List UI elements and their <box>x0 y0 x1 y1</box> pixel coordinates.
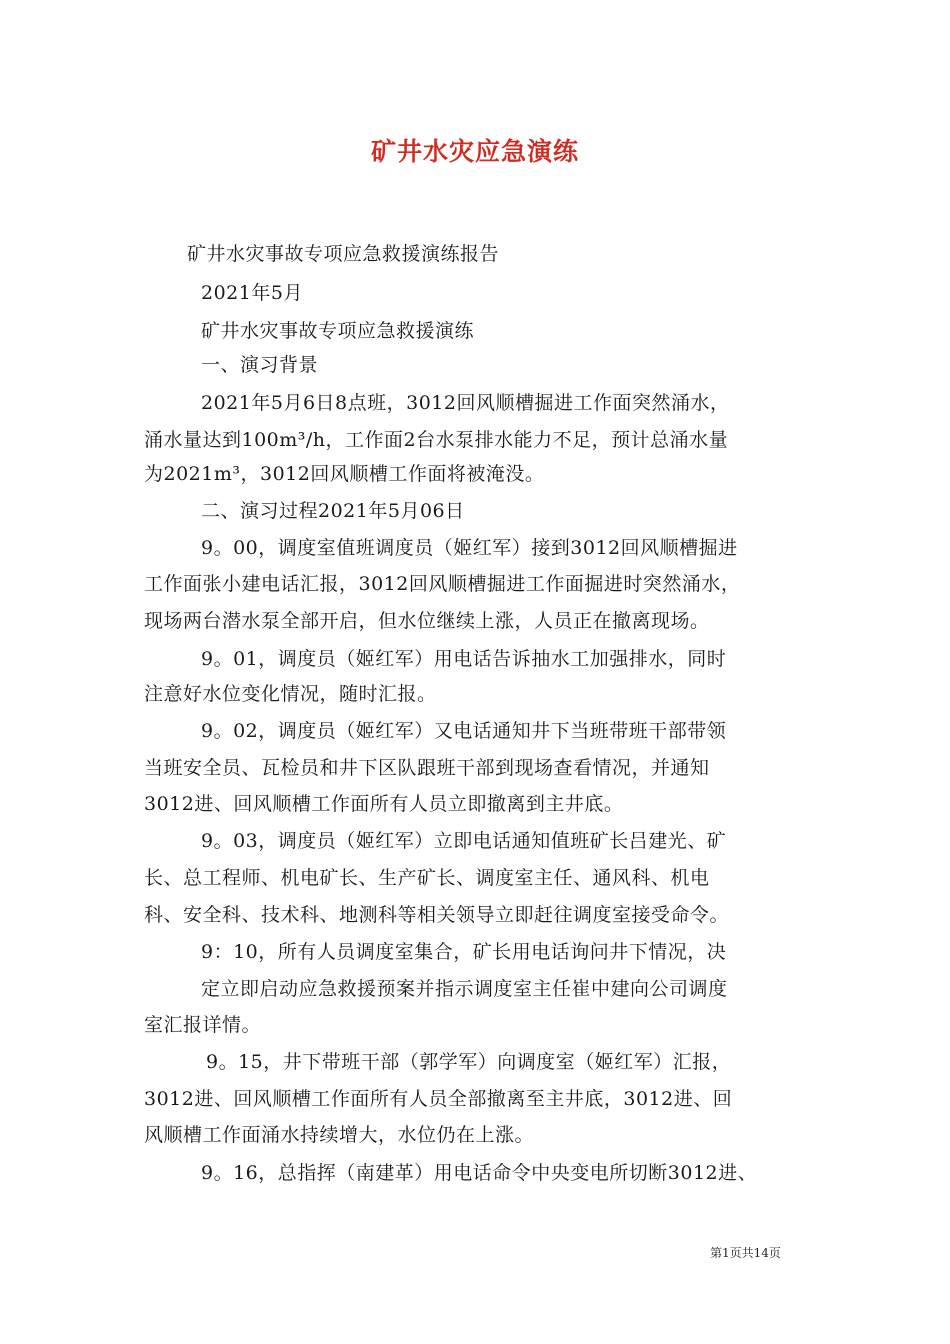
body-line: 9。16，总指挥（南建革）用电话命令中央变电所切断3012进、 <box>201 1162 758 1184</box>
body-line: 工作面张小建电话汇报，3012回风顺槽掘进工作面掘进时突然涌水， <box>144 573 741 595</box>
body-line: 矿井水灾事故专项应急救援演练 <box>201 320 475 342</box>
body-line: 9。02，调度员（姬红军）又电话通知井下当班带班干部带领 <box>201 720 727 742</box>
body-line: 9。01，调度员（姬红军）用电话告诉抽水工加强排水，同时 <box>201 648 727 670</box>
body-line: 二、演习过程2021年5月06日 <box>201 500 465 522</box>
body-line: 矿井水灾事故专项应急救援演练报告 <box>187 243 500 265</box>
body-line: 为2021m³，3012回风顺槽工作面将被淹没。 <box>144 463 545 485</box>
body-line: 风顺槽工作面涌水持续增大，水位仍在上涨。 <box>144 1124 535 1146</box>
body-line: 现场两台潜水泵全部开启，但水位继续上涨，人员正在撤离现场。 <box>144 610 710 632</box>
body-line: 9。00，调度室值班调度员（姬红军）接到3012回风顺槽掘进 <box>201 537 738 559</box>
body-line: 3012进、回风顺槽工作面所有人员全部撤离至主井底，3012进、回 <box>144 1088 733 1110</box>
body-line: 注意好水位变化情况，随时汇报。 <box>144 683 437 705</box>
body-line: 9。15，井下带班干部（郭学军）向调度室（姬红军）汇报， <box>206 1051 732 1073</box>
body-line: 9：10，所有人员调度室集合，矿长用电话询问井下情况，决 <box>201 941 727 963</box>
page-title: 矿井水灾应急演练 <box>370 137 579 166</box>
body-line: 9。03，调度员（姬红军）立即电话通知值班矿长吕建光、矿 <box>201 830 727 852</box>
body-line: 3012进、回风顺槽工作面所有人员立即撤离到主井底。 <box>144 793 624 815</box>
body-line: 2021年5月6日8点班，3012回风顺槽掘进工作面突然涌水， <box>201 392 730 414</box>
page-number: 第1页共14页 <box>710 1246 781 1260</box>
body-line: 长、总工程师、机电矿长、生产矿长、调度室主任、通风科、机电 <box>144 867 710 889</box>
body-line: 涌水量达到100m³/h，工作面2台水泵排水能力不足，预计总涌水量 <box>144 429 729 451</box>
body-line: 定立即启动应急救援预案并指示调度室主任崔中建向公司调度 <box>201 978 728 1000</box>
body-line: 室汇报详情。 <box>144 1014 262 1036</box>
body-line: 2021年5月 <box>201 282 303 304</box>
body-line: 科、安全科、技术科、地测科等相关领导立即赶往调度室接受命令。 <box>144 904 730 926</box>
body-line: 当班安全员、瓦检员和井下区队跟班干部到现场查看情况，并通知 <box>144 757 710 779</box>
body-line: 一、演习背景 <box>201 354 319 376</box>
